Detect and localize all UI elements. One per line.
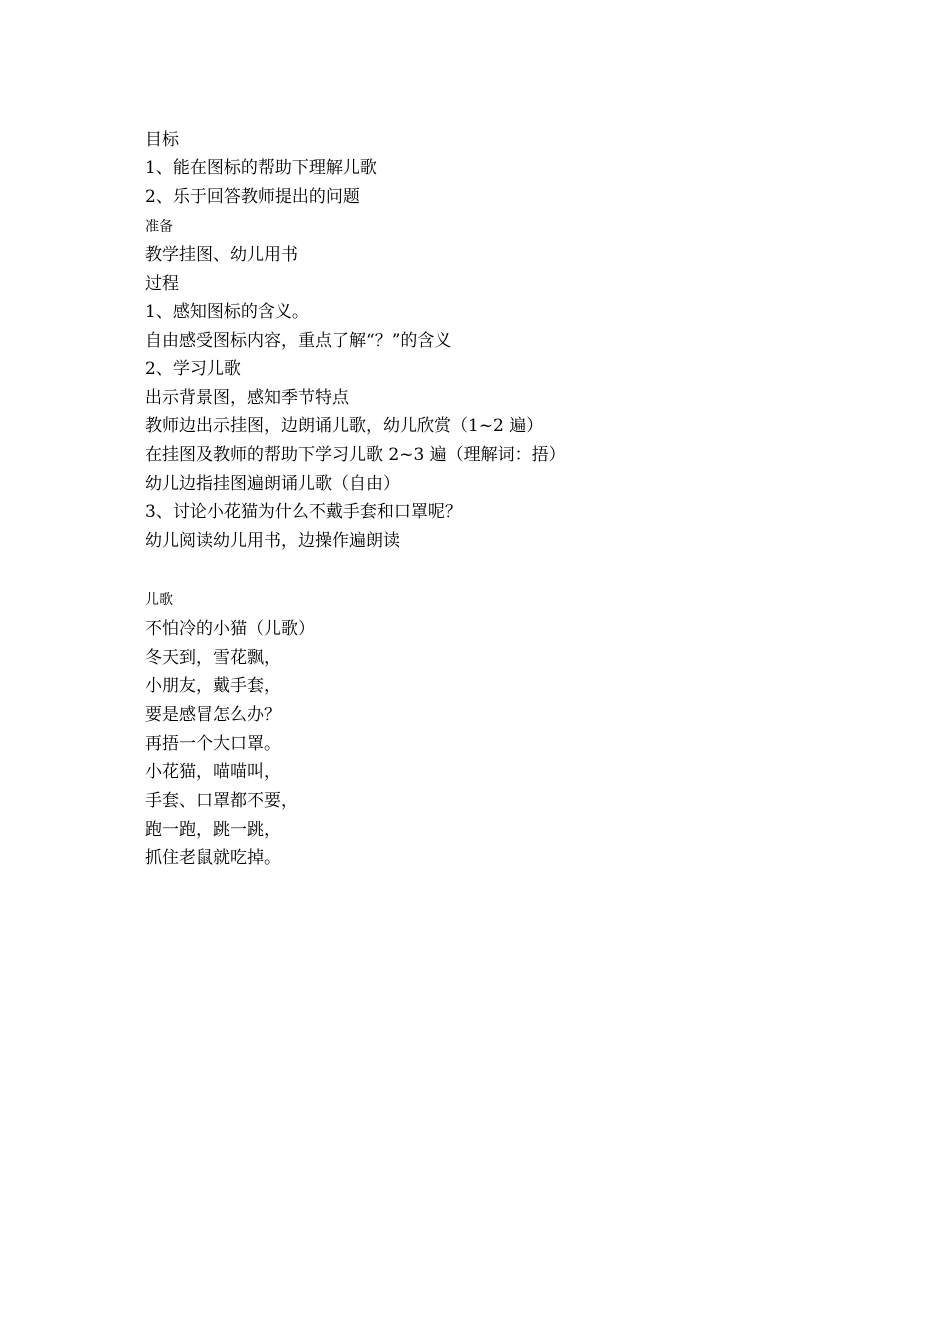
- objective-item-1: 1、能在图标的帮助下理解儿歌: [145, 158, 377, 178]
- process-heading: 过程: [145, 274, 179, 294]
- preparation-text: 教学挂图、幼儿用书: [145, 245, 298, 265]
- process-line-6: 在挂图及教师的帮助下学习儿歌 2~3 遍（理解词：捂）: [145, 445, 566, 465]
- rhyme-line-5: 小花猫，喵喵叫，: [145, 762, 281, 782]
- rhyme-line-1: 冬天到，雪花飘，: [145, 648, 281, 668]
- process-line-5: 教师边出示挂图，边朗诵儿歌，幼儿欣赏（1~2 遍）: [145, 416, 544, 436]
- rhyme-heading: 儿歌: [145, 592, 173, 608]
- process-line-2: 自由感受图标内容，重点了解“？”的含义: [145, 331, 452, 351]
- process-line-8: 3、讨论小花猫为什么不戴手套和口罩呢？: [145, 502, 462, 522]
- rhyme-line-2: 小朋友，戴手套，: [145, 676, 281, 696]
- rhyme-line-8: 抓住老鼠就吃掉。: [145, 848, 281, 868]
- rhyme-line-3: 要是感冒怎么办？: [145, 705, 281, 725]
- objectives-heading: 目标: [145, 130, 179, 150]
- process-line-7: 幼儿边指挂图遍朗诵儿歌（自由）: [145, 474, 400, 494]
- preparation-heading: 准备: [145, 219, 173, 235]
- process-line-3: 2、学习儿歌: [145, 359, 241, 379]
- process-line-1: 1、感知图标的含义。: [145, 302, 309, 322]
- rhyme-line-4: 再捂一个大口罩。: [145, 734, 281, 754]
- process-line-4: 出示背景图，感知季节特点: [145, 388, 349, 408]
- process-line-9: 幼儿阅读幼儿用书，边操作遍朗读: [145, 531, 400, 551]
- objective-item-2: 2、乐于回答教师提出的问题: [145, 187, 360, 207]
- rhyme-title: 不怕冷的小猫（儿歌）: [145, 619, 315, 639]
- rhyme-line-6: 手套、口罩都不要，: [145, 791, 298, 811]
- rhyme-line-7: 跑一跑，跳一跳，: [145, 820, 281, 840]
